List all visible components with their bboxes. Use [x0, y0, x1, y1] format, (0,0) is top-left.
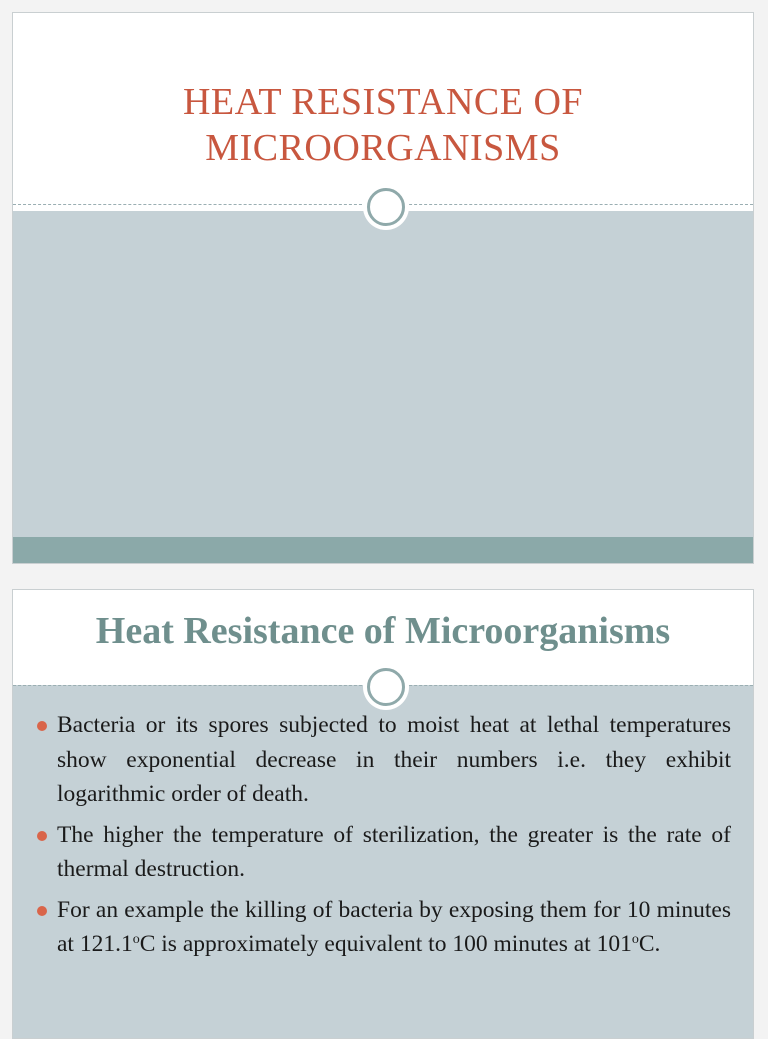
bullet-text: Bacteria or its spores subjected to moist heat at lethal temperatures show exponential decrease in their numbers i.e. they exhibit logarithmic order of death.	[57, 712, 731, 807]
bullet-dot-icon	[37, 906, 47, 916]
title-area	[13, 13, 753, 211]
bullet-dot-icon	[37, 831, 47, 841]
slide-title-heading	[13, 79, 753, 171]
title-line-1: HEAT RESISTANCE OF	[182, 81, 584, 123]
slide-heading: Heat Resistance of Microorganisms	[95, 610, 671, 652]
bullet-text-part: C is approximately equivalent to 100 minutes at 101	[139, 931, 632, 957]
ring-ornament-icon	[367, 188, 405, 226]
bullet-item	[35, 818, 731, 887]
bullet-text-part: C.	[638, 931, 661, 957]
bullet-text: The higher the temperature of sterilization, the greater is the rate of thermal destruction.	[57, 821, 731, 882]
bullet-text-part: For an example the killing of bacteria by exposing them for 10 minutes at 121.1	[57, 896, 731, 957]
bullet-dot-icon	[37, 721, 47, 731]
footer-bar	[13, 537, 753, 563]
ring-ornament-icon	[367, 668, 405, 706]
bullet-item	[35, 708, 731, 812]
bullet-item	[35, 893, 731, 962]
bullet-list	[35, 708, 731, 968]
degree-superscript: o	[631, 932, 639, 947]
slide-content	[12, 589, 754, 1039]
slide-title	[12, 12, 754, 564]
title-line-2: MICROORGANISMS	[205, 127, 561, 169]
degree-superscript: o	[132, 932, 140, 947]
